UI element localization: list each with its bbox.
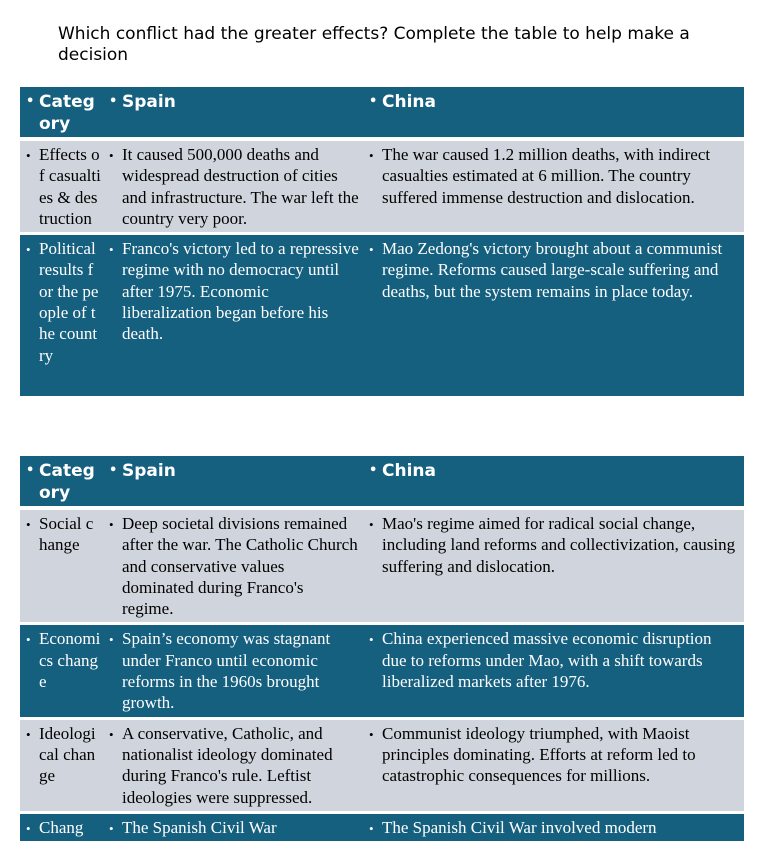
china-cell: • The Spanish Civil War involved modern xyxy=(363,812,744,842)
table-row xyxy=(20,139,744,234)
china-cell: • Communist ideology triumphed, with Maoist principles dominating. Efforts at reform led to catastrophic consequences for millions. xyxy=(363,718,744,812)
spain-cell: • Deep societal divisions remained after the war. The Catholic Church and conservative values dominated during Franco's regime. xyxy=(103,508,363,624)
category-cell: • Social change xyxy=(20,508,103,624)
china-cell: • The war caused 1.2 million deaths, with indirect casualties estimated at 6 million. The country suffered immense destruction and dislocation. xyxy=(363,139,744,234)
table-row xyxy=(20,508,744,624)
spain-cell: • Franco's victory led to a repressive regime with no democracy until after 1975. Economic liberalization began before his death. xyxy=(103,234,363,398)
spain-cell: • The Spanish Civil War xyxy=(103,812,363,842)
category-cell: • Political results for the people of the country xyxy=(20,234,103,398)
spain-cell: • It caused 500,000 deaths and widespread destruction of cities and infrastructure. The war left the country very poor. xyxy=(103,139,363,234)
category-cell: • Effects of casualties & destruction xyxy=(20,139,103,234)
category-cell: • Chang xyxy=(20,812,103,842)
comparison-table-2 xyxy=(20,456,744,844)
table-row xyxy=(20,624,744,718)
header-china: • China xyxy=(363,456,744,508)
china-cell: • Mao's regime aimed for radical social change, including land reforms and collectivization, causing suffering and dislocation. xyxy=(363,508,744,624)
header-category: • Category xyxy=(20,456,103,508)
category-cell: • Economics change xyxy=(20,624,103,718)
header-china: • China xyxy=(363,87,744,139)
table-row xyxy=(20,812,744,842)
header-spain: • Spain xyxy=(103,456,363,508)
spain-cell: • A conservative, Catholic, and nationalist ideology dominated during Franco's rule. Leftist ideologies were suppressed. xyxy=(103,718,363,812)
table-header-row xyxy=(20,456,744,508)
table-header-row xyxy=(20,87,744,139)
header-category: • Category xyxy=(20,87,103,139)
china-cell: • China experienced massive economic disruption due to reforms under Mao, with a shift towards liberalized markets after 1976. xyxy=(363,624,744,718)
comparison-table-1 xyxy=(20,87,744,399)
china-cell: • Mao Zedong's victory brought about a communist regime. Reforms caused large-scale suffering and deaths, but the system remains in place today. xyxy=(363,234,744,398)
category-cell: • Ideological change xyxy=(20,718,103,812)
header-spain: • Spain xyxy=(103,87,363,139)
spain-cell: • Spain’s economy was stagnant under Franco until economic reforms in the 1960s brought growth. xyxy=(103,624,363,718)
table-row xyxy=(20,718,744,812)
question-prompt: Which conflict had the greater effects? Complete the table to help make a decision xyxy=(58,24,690,65)
table-row xyxy=(20,234,744,398)
